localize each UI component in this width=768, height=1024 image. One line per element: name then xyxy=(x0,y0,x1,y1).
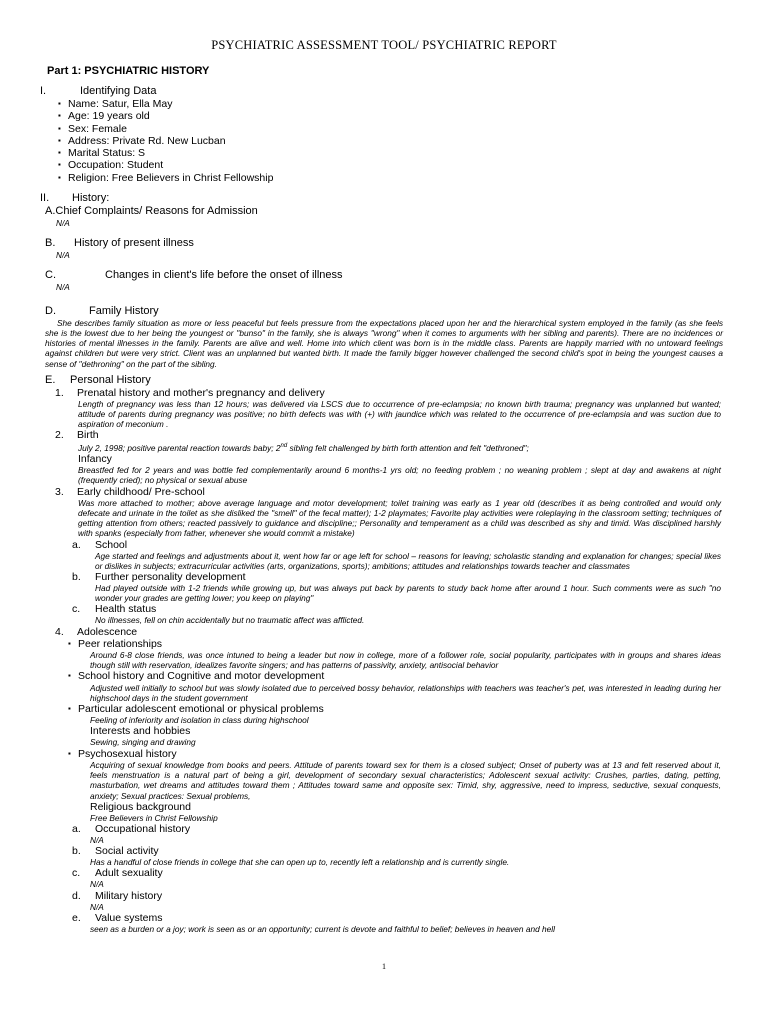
infancy-heading: Infancy xyxy=(78,453,112,466)
health-status-text: No illnesses, fell on chin accidentally but no traumatic affect was afflicted. xyxy=(95,615,365,626)
prenatal-text: Length of pregnancy was less than 12 hours; was delivered via LSCS due to occurrence of pre-eclampsia; no known birth trauma; pregnancy was unplanned but wanted; attitude of parents during pregnancy was positive; no birth defects was with (+) with jaundice which was related to the occurrence of pre-eclampsia and was suction due to aspiration of meconium . xyxy=(78,398,721,430)
adolescence-heading: 4. Adolescence xyxy=(55,625,138,638)
family-history-text: She describes family situation as more or less peaceful but feels pressure from the expectations placed upon her and the hierarchical system employed in the family (as she feels she is the lowest due to her being the youngest or "bunso" in the family, she is always "wrong" when it comes to arguments with her sibling and parents). There are no incidences or histories of mental illnesses in the family. Parents are alive and well. Home into which client was born is in the middle class. Parents are happily married with no untoward feelings against children but were very strict. Client was an unplanned but wanted birth. It made the family bigger however challenged the second child's spot in being the youngest causes a sense of "dethroning" on the part of the sibling. xyxy=(45,317,723,369)
value-systems-text: seen as a burden or a joy; work is seen as or an opportunity; current is devote and faithful to belief; believes in heaven and hell xyxy=(90,923,555,934)
psychosexual-heading: ▪ Psychosexual history xyxy=(0,748,768,760)
list-item: ▪ Marital Status: S xyxy=(0,147,768,159)
infancy-text: Breastfed fed for 2 years and was bottle fed complementarily around 6 months-1 yrs old; no feeding problem ; no weaning problem ; slept at day and awakens at night (frequently cried); no physical or sexual abuse xyxy=(78,465,721,486)
history-heading: II. History: xyxy=(40,192,110,205)
peer-relationships-heading: ▪ Peer relationships xyxy=(0,638,768,650)
adult-sexuality-text: N/A xyxy=(90,879,104,890)
religious-text: Free Believers in Christ Fellowship xyxy=(90,812,218,823)
social-activity-heading: b. Social activity xyxy=(72,845,159,858)
document-body xyxy=(0,85,768,934)
family-history-heading: D. Family History xyxy=(45,304,159,317)
birth-heading: 2. Birth xyxy=(55,429,99,442)
value-systems-heading: e. Value systems xyxy=(72,911,163,924)
present-illness-text: N/A xyxy=(56,250,70,261)
occupational-heading: a. Occupational history xyxy=(72,822,191,835)
page-title: PSYCHIATRIC ASSESSMENT TOOL/ PSYCHIATRIC REPORT xyxy=(211,38,557,52)
religious-heading: Religious background xyxy=(90,800,191,813)
interests-heading: Interests and hobbies xyxy=(90,725,191,738)
identifying-data-heading: I. Identifying Data xyxy=(40,85,157,97)
present-illness-heading: B. History of present illness xyxy=(45,237,194,250)
health-status-heading: c. Health status xyxy=(72,603,157,616)
life-changes-text: N/A xyxy=(56,282,70,293)
school-history-heading: ▪ School history and Cognitive and motor development xyxy=(0,670,768,682)
school-text: Age started and feelings and adjustments about it, went how far or age left for school – reasons for leaving; scholastic standing and explanation for changes; special likes or dislikes in subjects; extracurricular activities (arts, organizations, sports); ambitions; attitudes and relationships towards teacher and classmates xyxy=(95,550,721,571)
list-item: ▪ Religion: Free Believers in Christ Fellowship xyxy=(0,172,768,184)
list-item: ▪ Name: Satur, Ella May xyxy=(0,98,768,110)
occupational-text: N/A xyxy=(90,834,104,845)
peer-relationships-text: Around 6-8 close friends, was once intuned to being a leader but now in college, more of a follower role, social popularity, participates with in groups and shares ideas though still with reservation, idealizes favorite singers; and has patterns of passivity, anxiety, antisocial behavior xyxy=(90,649,721,671)
early-childhood-heading: 3. Early childhood/ Pre-school xyxy=(55,485,205,498)
list-item: ▪ Occupation: Student xyxy=(0,159,768,171)
emotional-problems-text: Feeling of inferiority and isolation in class during highschool xyxy=(90,715,309,726)
further-personality-text: Had played outside with 1-2 friends while growing up, but was always put back by parents to study back home after around 1 hour. Such comments were as such "no wonder your grades are getting lower; you keep on playing" xyxy=(95,582,721,604)
military-history-heading: d. Military history xyxy=(72,889,163,902)
school-history-text: Adjusted well initially to school but was slowly isolated due to perceived bossy behavior, relationships with teachers was teacher's pet, was interested in leading during her highschool days in the student government xyxy=(90,682,721,703)
adult-sexuality-heading: c. Adult sexuality xyxy=(72,867,163,880)
further-personality-heading: b. Further personality development xyxy=(72,570,246,583)
page-number: 1 xyxy=(382,962,386,971)
emotional-problems-heading: ▪ Particular adolescent emotional or physical problems xyxy=(0,703,768,715)
personal-history-heading: E. Personal History xyxy=(45,373,151,386)
list-item: ▪ Address: Private Rd. New Lucban xyxy=(0,135,768,147)
military-history-text: N/A xyxy=(90,901,104,912)
psychosexual-text: Acquiring of sexual knowledge from books and peers. Attitude of parents toward sex for them is a closed subject; Onset of puberty was at 13 and felt reserved about it, feels menstruation is a natural part of being a girl, development of secondary sexual characteristics; Adolescent sexual activity: Crushes, parties, dating, petting, masturbation, wet dreams and attitudes toward them ; Attitudes toward same and opposite sex: Timid, shy, aggressive, need to impress, seductive, sexual conquests, anxiety; Sexual practices: Sexual problems, xyxy=(90,759,721,801)
prenatal-heading: 1. Prenatal history and mother's pregnancy and delivery xyxy=(55,386,325,399)
list-item: ▪ Age: 19 years old xyxy=(0,110,768,122)
list-item: ▪ Sex: Female xyxy=(0,123,768,135)
part-title: Part 1: PSYCHIATRIC HISTORY xyxy=(47,65,210,77)
school-heading: a. School xyxy=(72,538,128,551)
interests-text: Sewing, singing and drawing xyxy=(90,737,196,748)
social-activity-text: Has a handful of close friends in college that she can open up to, recently left a relationship and is currently single. xyxy=(90,857,510,868)
birth-text: July 2, 1998; positive parental reaction towards baby; 2nd sibling felt challenged by birth forth attention and felt "dethroned"; xyxy=(78,443,529,454)
chief-complaints-text: N/A xyxy=(56,218,70,229)
life-changes-heading: C. Changes in client's life before the onset of illness xyxy=(45,269,343,282)
early-childhood-text: Was more attached to mother; above average language and motor development; toilet training was early as 1 year old (describes it as being controlled and would only defecate and urinate in the toilet as she disliked the "smell" of the fecal matter); 1-2 playmates; Favorite play activities were roleplaying in the classroom setting; techniques of getting attention from others; reacted passively to guidance and discipline;; Personality and temperament as a child was described as shy and timid. Was disciplined harshly with spanks (especially from father, whenever she would commit a mistake) xyxy=(78,497,721,539)
chief-complaints-heading: A.Chief Complaints/ Reasons for Admission xyxy=(45,205,258,218)
